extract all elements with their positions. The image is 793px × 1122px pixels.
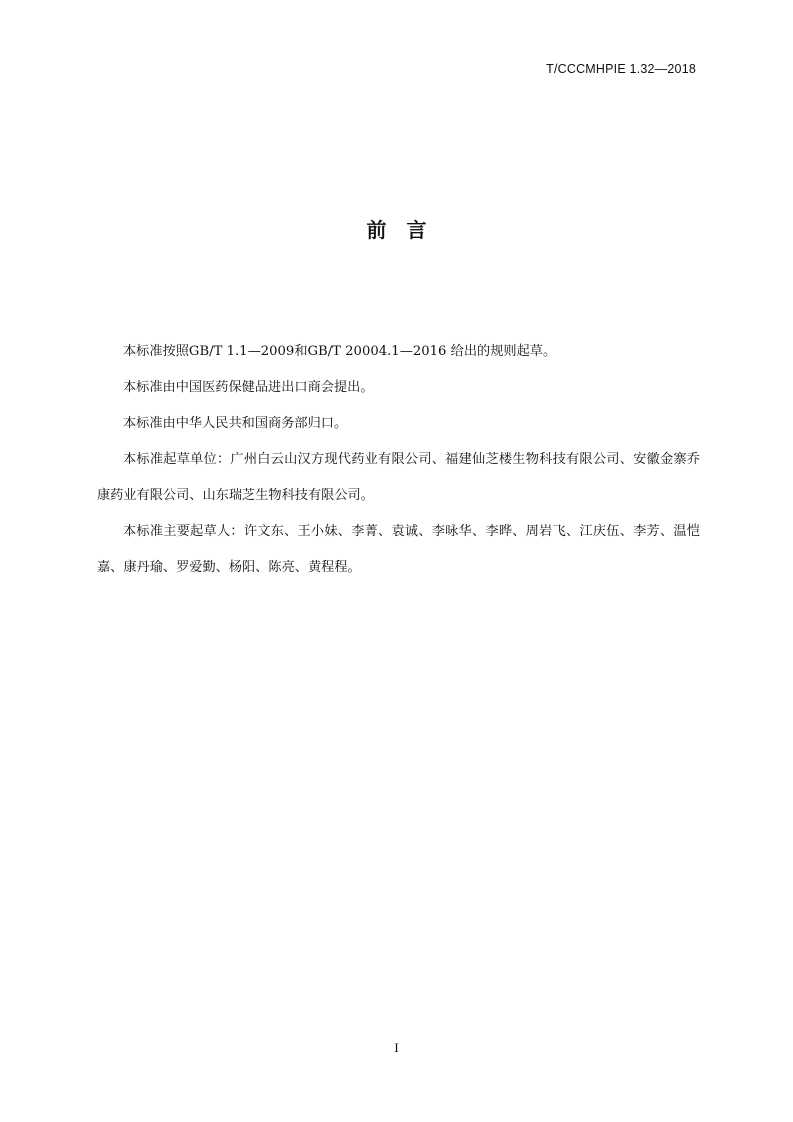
page-title: 前 言 xyxy=(366,218,427,242)
paragraph-administrator: 本标准由中华人民共和国商务部归口。 xyxy=(123,416,348,431)
page-number: I xyxy=(394,1040,399,1055)
paragraph-drafting-units: 本标准起草单位：广州白云山汉方现代药业有限公司、福建仙芝楼生物科技有限公司、安徽金寨乔康药业有限公司、山东瑞芝生物科技有限公司。 xyxy=(97,452,700,503)
paragraph-proposer: 本标准由中国医药保健品进出口商会提出。 xyxy=(123,380,374,395)
paragraph-main-drafters: 本标准主要起草人：许文东、王小妹、李菁、袁诚、李咏华、李晔、周岩飞、江庆伍、李芳、温恺嘉、康丹瑜、罗爱勤、杨阳、陈亮、黄程程。 xyxy=(97,524,700,575)
standard-code-header: T/CCCMHPIE 1.32—2018 xyxy=(546,62,696,76)
paragraph-drafting-rules: 本标准按照GB/T 1.1—2009和GB/T 20004.1—2016 给出的规则起草。 xyxy=(123,344,557,359)
preface-body xyxy=(97,334,700,586)
